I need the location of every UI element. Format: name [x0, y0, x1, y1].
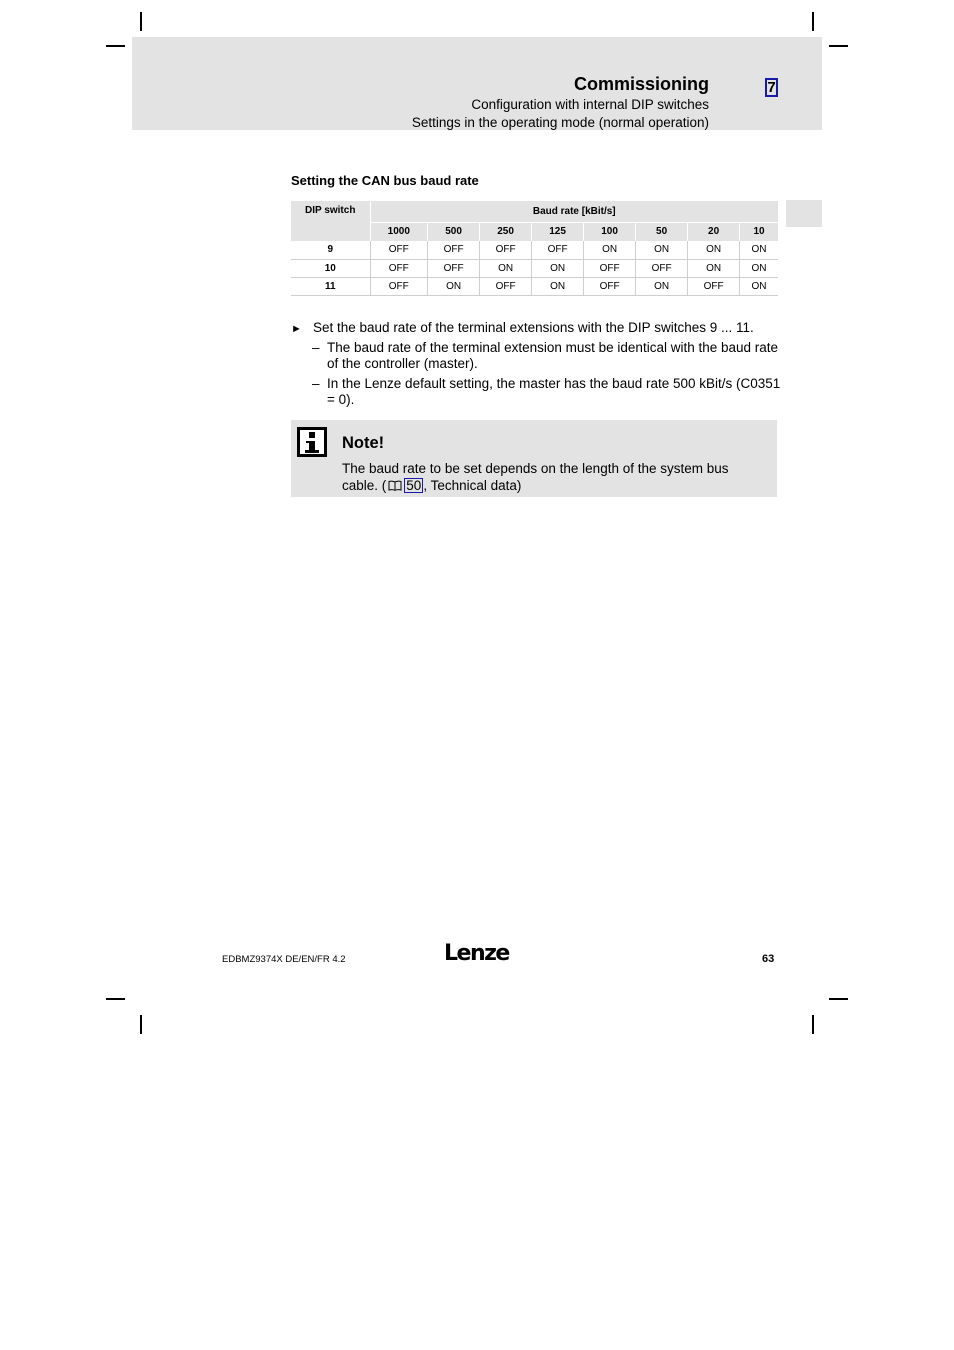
- note-text-end: , Technical data): [423, 478, 522, 493]
- rate-header-cell: 50: [636, 222, 688, 241]
- rate-header-cell: 100: [584, 222, 636, 241]
- chapter-subtitle: Configuration with internal DIP switches: [471, 97, 709, 112]
- instruction-substep: [312, 376, 782, 408]
- instruction-step: [291, 320, 781, 336]
- switch-state-cell: OFF: [428, 241, 480, 259]
- chapter-subtitle: Settings in the operating mode (normal operation): [411, 115, 709, 130]
- dip-switch-number: 10: [291, 259, 370, 277]
- note-box: [291, 420, 777, 497]
- rate-header-cell: 250: [480, 222, 532, 241]
- chapter-number-link[interactable]: 7: [765, 78, 778, 97]
- triangle-bullet-icon: ►: [291, 323, 302, 335]
- crop-mark: [812, 12, 814, 31]
- switch-state-cell: ON: [740, 277, 778, 295]
- crop-mark: [140, 12, 142, 31]
- crop-mark: [106, 45, 125, 47]
- switch-state-cell: OFF: [480, 277, 532, 295]
- dip-switch-number: 11: [291, 277, 370, 295]
- note-title: Note!: [342, 434, 385, 452]
- book-icon: [388, 480, 402, 491]
- switch-state-cell: OFF: [370, 277, 428, 295]
- switch-state-cell: OFF: [584, 277, 636, 295]
- switch-state-cell: ON: [480, 259, 532, 277]
- switch-state-cell: ON: [688, 241, 740, 259]
- switch-state-cell: OFF: [584, 259, 636, 277]
- page-number: 63: [762, 953, 775, 965]
- instruction-subtext: The baud rate of the terminal extension must be identical with the baud rate of the controller (master).: [327, 340, 779, 371]
- dip-switch-number: 9: [291, 241, 370, 259]
- table-row: [291, 241, 778, 259]
- rate-header-cell: 20: [688, 222, 740, 241]
- table-row: [291, 259, 778, 277]
- baud-rate-header: Baud rate [kBit/s]: [370, 201, 778, 222]
- switch-state-cell: ON: [584, 241, 636, 259]
- switch-state-cell: ON: [740, 259, 778, 277]
- chapter-title: Commissioning: [573, 74, 709, 94]
- switch-state-cell: ON: [636, 277, 688, 295]
- instruction-text: Set the baud rate of the terminal extensions with the DIP switches 9 ... 11.: [313, 320, 754, 335]
- note-text-start: The baud rate to be set depends on the length of the system bus cable. (: [342, 461, 729, 493]
- switch-state-cell: ON: [532, 277, 584, 295]
- dash-bullet-icon: –: [312, 376, 320, 391]
- crop-mark: [829, 45, 848, 47]
- crop-mark: [106, 998, 125, 1000]
- instruction-substep: [312, 340, 782, 372]
- switch-state-cell: ON: [428, 277, 480, 295]
- switch-state-cell: OFF: [636, 259, 688, 277]
- switch-state-cell: OFF: [370, 259, 428, 277]
- switch-state-cell: OFF: [688, 277, 740, 295]
- rate-header-cell: 500: [428, 222, 480, 241]
- switch-state-cell: OFF: [532, 241, 584, 259]
- dip-switch-header: DIP switch: [291, 201, 370, 241]
- lenze-logo: Lenze: [444, 941, 509, 966]
- switch-state-cell: OFF: [480, 241, 532, 259]
- switch-state-cell: ON: [688, 259, 740, 277]
- switch-state-cell: OFF: [428, 259, 480, 277]
- table-body: [291, 241, 778, 295]
- switch-state-cell: ON: [740, 241, 778, 259]
- side-tab-marker: [786, 200, 822, 227]
- rate-header-cell: 1000: [370, 222, 428, 241]
- crop-mark: [812, 1015, 814, 1034]
- section-heading: Setting the CAN bus baud rate: [291, 173, 479, 188]
- crop-mark: [140, 1015, 142, 1034]
- rate-header-cell: 125: [532, 222, 584, 241]
- dash-bullet-icon: –: [312, 340, 320, 355]
- rate-header-cell: 10: [740, 222, 778, 241]
- table-row: [291, 277, 778, 295]
- info-icon: [297, 427, 327, 457]
- document-id: EDBMZ9374X DE/EN/FR 4.2: [222, 954, 346, 965]
- instruction-subtext: In the Lenze default setting, the master has the baud rate 500 kBit/s (C0351 = 0).: [327, 376, 781, 407]
- table-header-row: [291, 201, 778, 222]
- switch-state-cell: ON: [532, 259, 584, 277]
- crop-mark: [829, 998, 848, 1000]
- note-text: [342, 460, 762, 494]
- switch-state-cell: ON: [636, 241, 688, 259]
- switch-state-cell: OFF: [370, 241, 428, 259]
- page-reference-link[interactable]: 50: [406, 478, 422, 493]
- baud-rate-table: [291, 201, 778, 296]
